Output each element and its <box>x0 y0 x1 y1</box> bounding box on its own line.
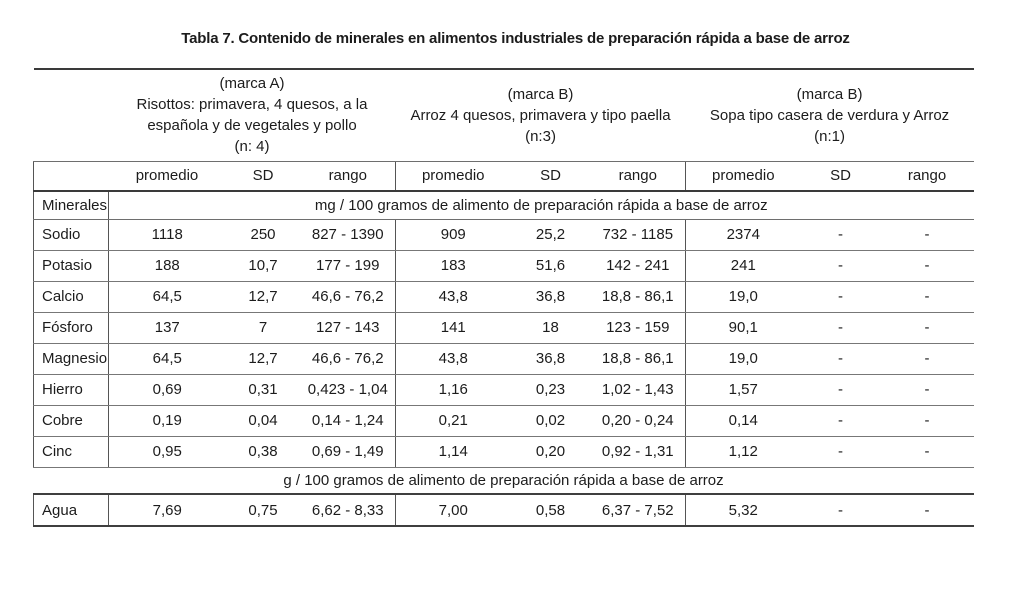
col-header-rango: rango <box>591 161 686 191</box>
value-cell: 1,57 <box>686 374 801 405</box>
value-cell: 90,1 <box>686 312 801 343</box>
mineral-row <box>34 436 974 467</box>
value-cell: - <box>881 312 974 343</box>
value-cell: 7,69 <box>109 494 226 526</box>
col-header-promedio: promedio <box>396 161 511 191</box>
value-cell: 0,92 - 1,31 <box>591 436 686 467</box>
minerals-table-wrapper <box>33 68 974 527</box>
mineral-row <box>34 281 974 312</box>
row-label: Agua <box>34 494 109 526</box>
value-cell: 142 - 241 <box>591 250 686 281</box>
stat-header-row <box>34 161 974 191</box>
value-cell: 64,5 <box>109 281 226 312</box>
minerals-body <box>34 219 974 467</box>
value-cell: 1,02 - 1,43 <box>591 374 686 405</box>
value-cell: 0,38 <box>226 436 301 467</box>
value-cell: 0,20 <box>511 436 591 467</box>
value-cell: 0,31 <box>226 374 301 405</box>
col-header-promedio: promedio <box>109 161 226 191</box>
value-cell: 46,6 - 76,2 <box>301 343 396 374</box>
group-c-n: (n:1) <box>814 127 845 145</box>
value-cell: - <box>881 436 974 467</box>
value-cell: 25,2 <box>511 219 591 250</box>
group-a-header <box>109 69 396 161</box>
col-header-rango: rango <box>881 161 974 191</box>
water-row <box>34 494 974 526</box>
value-cell: 250 <box>226 219 301 250</box>
value-cell: 0,75 <box>226 494 301 526</box>
value-cell: - <box>881 374 974 405</box>
row-label: Fósforo <box>34 312 109 343</box>
value-cell: 12,7 <box>226 343 301 374</box>
value-cell: 0,04 <box>226 405 301 436</box>
mineral-row <box>34 312 974 343</box>
value-cell: 0,423 - 1,04 <box>301 374 396 405</box>
value-cell: 177 - 199 <box>301 250 396 281</box>
row-label: Cobre <box>34 405 109 436</box>
row-label: Sodio <box>34 219 109 250</box>
value-cell: 0,58 <box>511 494 591 526</box>
value-cell: - <box>801 343 881 374</box>
value-cell: 6,62 - 8,33 <box>301 494 396 526</box>
value-cell: - <box>801 219 881 250</box>
value-cell: 18,8 - 86,1 <box>591 281 686 312</box>
col-header-promedio: promedio <box>686 161 801 191</box>
mineral-row <box>34 374 974 405</box>
value-cell: 241 <box>686 250 801 281</box>
mineral-row <box>34 343 974 374</box>
value-cell: 123 - 159 <box>591 312 686 343</box>
group-c-header <box>686 69 974 161</box>
value-cell: 732 - 1185 <box>591 219 686 250</box>
value-cell: 6,37 - 7,52 <box>591 494 686 526</box>
value-cell: 183 <box>396 250 511 281</box>
corner-cell <box>34 69 109 161</box>
col-header-sd: SD <box>801 161 881 191</box>
value-cell: 2374 <box>686 219 801 250</box>
col-header-sd: SD <box>226 161 301 191</box>
value-cell: 1118 <box>109 219 226 250</box>
group-c-desc: Sopa tipo casera de verdura y Arroz <box>709 106 950 124</box>
table-title: Tabla 7. Contenido de minerales en alimentos industriales de preparación rápida a base de arroz <box>181 30 850 47</box>
value-cell: - <box>801 436 881 467</box>
value-cell: - <box>881 281 974 312</box>
value-cell: 19,0 <box>686 281 801 312</box>
value-cell: 188 <box>109 250 226 281</box>
row-label: Hierro <box>34 374 109 405</box>
value-cell: 1,16 <box>396 374 511 405</box>
empty-stat-cell <box>34 161 109 191</box>
value-cell: - <box>801 250 881 281</box>
value-cell: 46,6 - 76,2 <box>301 281 396 312</box>
g-unit-note: g / 100 gramos de alimento de preparación rápida a base de arroz <box>34 467 974 494</box>
minerals-table <box>33 68 974 527</box>
value-cell: - <box>881 494 974 526</box>
value-cell: 7 <box>226 312 301 343</box>
value-cell: - <box>801 312 881 343</box>
value-cell: 1,12 <box>686 436 801 467</box>
value-cell: 36,8 <box>511 343 591 374</box>
group-a-brand: (marca A) <box>219 75 285 93</box>
value-cell: 127 - 143 <box>301 312 396 343</box>
value-cell: 18 <box>511 312 591 343</box>
value-cell: 0,20 - 0,24 <box>591 405 686 436</box>
value-cell: - <box>881 219 974 250</box>
value-cell: 36,8 <box>511 281 591 312</box>
value-cell: - <box>881 250 974 281</box>
value-cell: 51,6 <box>511 250 591 281</box>
value-cell: 64,5 <box>109 343 226 374</box>
value-cell: 0,69 - 1,49 <box>301 436 396 467</box>
row-label: Calcio <box>34 281 109 312</box>
value-cell: 1,14 <box>396 436 511 467</box>
value-cell: 0,95 <box>109 436 226 467</box>
group-a-desc: Risottos: primavera, 4 quesos, a la española y de vegetales y pollo <box>136 96 368 135</box>
mineral-row <box>34 405 974 436</box>
group-b-n: (n:3) <box>525 127 556 145</box>
group-c-brand: (marca B) <box>796 85 863 103</box>
mg-units-row <box>34 191 974 219</box>
value-cell: 827 - 1390 <box>301 219 396 250</box>
group-b-desc: Arroz 4 quesos, primavera y tipo paella <box>410 106 671 124</box>
value-cell: 43,8 <box>396 343 511 374</box>
g-units-row <box>34 467 974 494</box>
value-cell: 0,19 <box>109 405 226 436</box>
value-cell: 43,8 <box>396 281 511 312</box>
value-cell: 0,02 <box>511 405 591 436</box>
row-label: Potasio <box>34 250 109 281</box>
header-rows <box>34 69 974 219</box>
value-cell: - <box>801 281 881 312</box>
value-cell: 5,32 <box>686 494 801 526</box>
value-cell: 19,0 <box>686 343 801 374</box>
mineral-row <box>34 219 974 250</box>
value-cell: 141 <box>396 312 511 343</box>
group-b-header <box>396 69 686 161</box>
minerals-label: Minerales <box>34 191 109 219</box>
value-cell: 0,14 - 1,24 <box>301 405 396 436</box>
mineral-row <box>34 250 974 281</box>
value-cell: 909 <box>396 219 511 250</box>
group-b-brand: (marca B) <box>507 85 574 103</box>
value-cell: 18,8 - 86,1 <box>591 343 686 374</box>
value-cell: 0,69 <box>109 374 226 405</box>
group-header-row <box>34 69 974 161</box>
group-a-n: (n: 4) <box>234 138 270 156</box>
mg-unit-note: mg / 100 gramos de alimento de preparación rápida a base de arroz <box>109 191 974 219</box>
row-label: Magnesio <box>34 343 109 374</box>
value-cell: 0,21 <box>396 405 511 436</box>
value-cell: - <box>801 494 881 526</box>
value-cell: 137 <box>109 312 226 343</box>
col-header-sd: SD <box>511 161 591 191</box>
value-cell: 12,7 <box>226 281 301 312</box>
value-cell: - <box>801 374 881 405</box>
value-cell: - <box>881 343 974 374</box>
value-cell: - <box>801 405 881 436</box>
value-cell: 7,00 <box>396 494 511 526</box>
water-body <box>34 494 974 526</box>
value-cell: - <box>881 405 974 436</box>
g-unit-section <box>34 467 974 494</box>
value-cell: 0,14 <box>686 405 801 436</box>
value-cell: 0,23 <box>511 374 591 405</box>
col-header-rango: rango <box>301 161 396 191</box>
value-cell: 10,7 <box>226 250 301 281</box>
row-label: Cinc <box>34 436 109 467</box>
